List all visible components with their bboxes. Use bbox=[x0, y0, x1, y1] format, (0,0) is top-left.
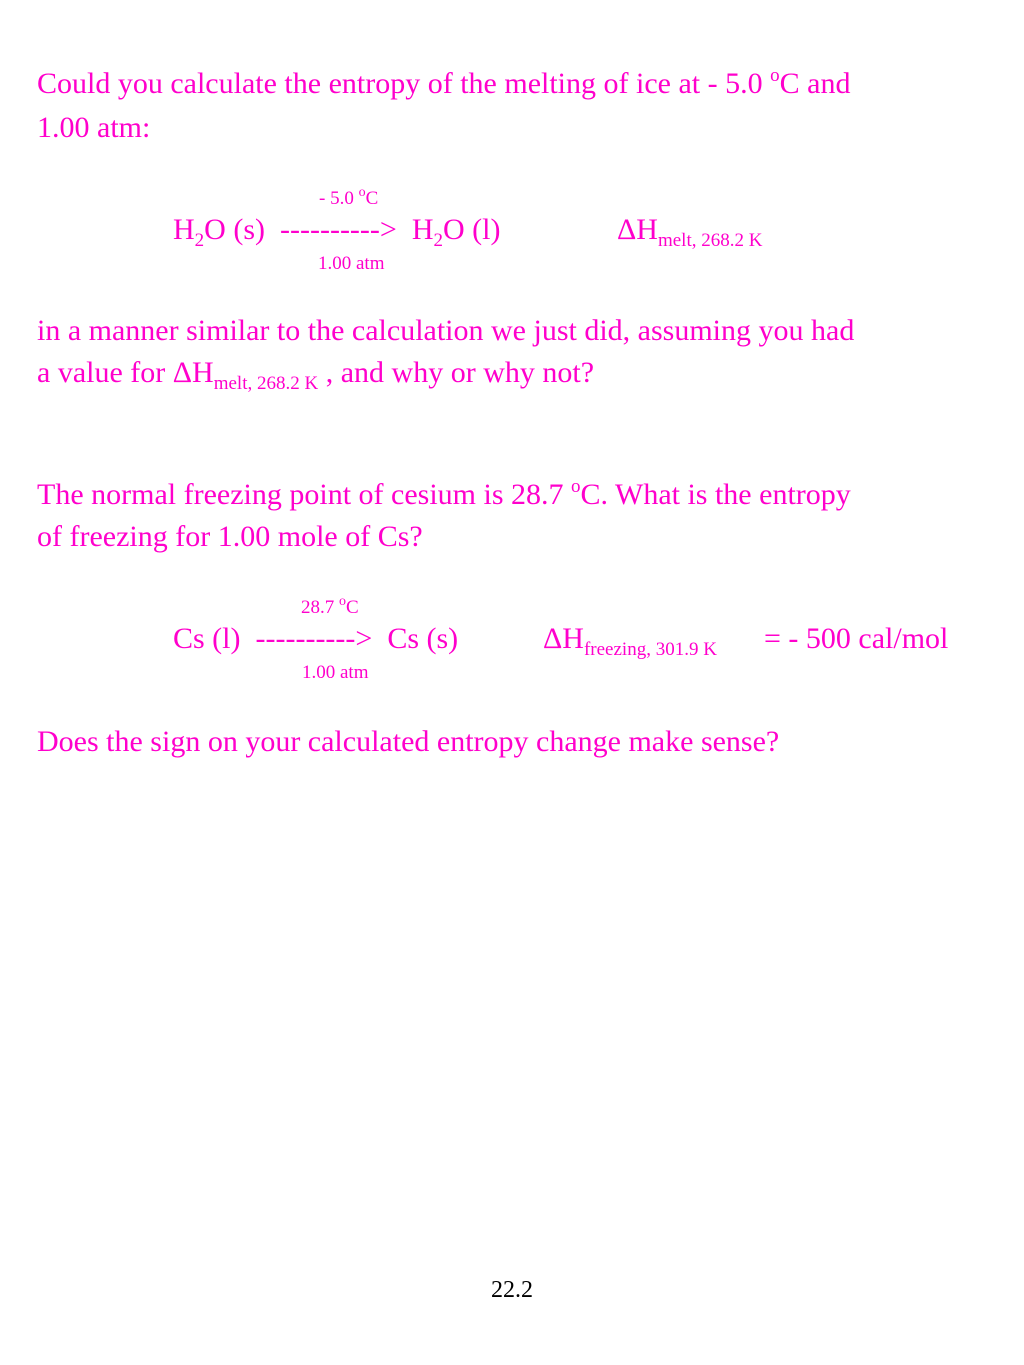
eq1-product-subscript: 2 bbox=[433, 230, 443, 251]
question-3: Does the sign on your calculated entropy change make sense? bbox=[37, 725, 780, 758]
question-2-line-1 bbox=[37, 478, 851, 512]
eq1-arrow: ----------> bbox=[280, 213, 397, 246]
eq2-enthalpy-value: = - 500 cal/mol bbox=[764, 622, 949, 655]
page-number: 22.2 bbox=[491, 1277, 533, 1303]
question-2-line-2: of freezing for 1.00 mole of Cs? bbox=[37, 520, 423, 553]
eq2-temp-value: 28.7 bbox=[301, 597, 339, 618]
eq1-temperature-label bbox=[319, 185, 379, 210]
eq1-reactant-h: H bbox=[173, 213, 195, 246]
question-1-text: Could you calculate the entropy of the melting of ice at - 5.0 bbox=[37, 67, 771, 100]
eq1-product-h: H bbox=[411, 213, 434, 246]
eq2-pressure-label: 1.00 atm bbox=[302, 662, 369, 683]
question-1-line-1 bbox=[37, 67, 850, 101]
question-1b-line-1: in a manner similar to the calculation we just did, assuming you had bbox=[37, 314, 855, 347]
eq2-reactant: Cs (l) bbox=[173, 622, 241, 655]
eq1-delta-h: ΔH bbox=[617, 213, 658, 246]
question-2-text-end: C. What is the entropy bbox=[580, 478, 851, 511]
eq2-delta-h-subscript: freezing, 301.9 K bbox=[583, 639, 717, 660]
question-1-text-end: C and bbox=[779, 67, 851, 100]
eq1-temp-unit: C bbox=[365, 188, 379, 209]
eq1-reactant-rest: O (s) bbox=[204, 213, 265, 246]
question-1b-subscript: melt, 268.2 K bbox=[213, 373, 319, 394]
eq1-reactant-subscript: 2 bbox=[194, 230, 205, 251]
degree-symbol: o bbox=[339, 594, 346, 609]
eq2-temp-unit: C bbox=[346, 597, 359, 618]
question-1b-text-end: , and why or why not? bbox=[318, 356, 595, 389]
question-1b-text: a value for ΔH bbox=[37, 356, 214, 389]
equation-2 bbox=[173, 622, 458, 656]
eq1-product-rest: O (l) bbox=[443, 213, 501, 246]
degree-symbol: o bbox=[358, 185, 366, 200]
eq2-product: Cs (s) bbox=[387, 622, 459, 655]
question-2-text: The normal freezing point of cesium is 28.7 bbox=[37, 478, 572, 511]
question-1-line-2: 1.00 atm: bbox=[37, 111, 151, 144]
eq2-temperature-label bbox=[301, 594, 359, 619]
eq1-pressure-label: 1.00 atm bbox=[318, 253, 385, 274]
eq1-enthalpy bbox=[617, 213, 763, 251]
eq2-arrow: ----------> bbox=[255, 622, 373, 655]
eq2-enthalpy bbox=[543, 622, 717, 660]
eq1-temp-value: - 5.0 bbox=[319, 188, 359, 209]
degree-symbol: o bbox=[571, 476, 581, 497]
eq2-delta-h: ΔH bbox=[543, 622, 584, 655]
question-1b-line-2 bbox=[37, 356, 595, 394]
degree-symbol: o bbox=[770, 65, 780, 86]
equation-1 bbox=[173, 213, 501, 251]
eq1-delta-h-subscript: melt, 268.2 K bbox=[657, 230, 763, 251]
